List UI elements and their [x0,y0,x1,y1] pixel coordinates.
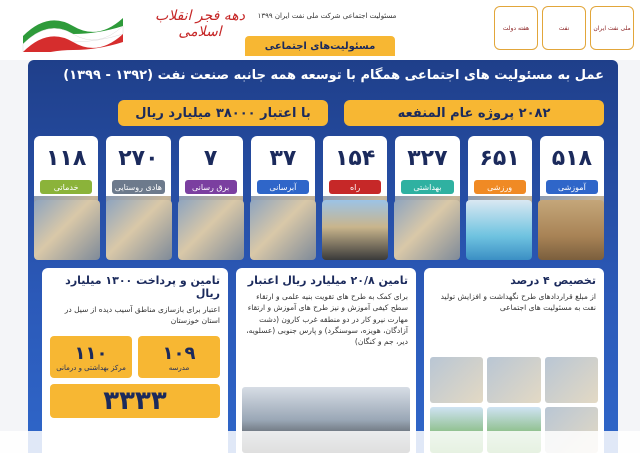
stat-value: ۳۷ [269,145,297,171]
logo-group [494,6,634,52]
stat-label: راه [329,180,381,194]
projects-pill: ۲۰۸۲ پروژه عام المنفعه [344,100,604,126]
stat-label: بهداشتی [401,180,453,194]
stat-label: آبرسانی [257,180,309,194]
stat-value: ۲۷۰ [118,145,159,171]
stat-label: آموزشی [546,180,598,194]
allocation-text: از مبلغ قراردادهای طرح نگهداشت و افزایش تولید نفت به مسئولیت های اجتماعی [440,292,596,313]
logo-nioc: ملی نفت ایران [590,6,634,50]
photo-water-works [250,200,316,260]
allocation-card [424,268,604,453]
header-band [0,0,640,60]
education-card [236,268,416,453]
flood-card [42,268,228,453]
logo-week-government: هفته دولت [494,6,538,50]
photo-gym [430,357,483,403]
photo-students [538,200,604,260]
stat-value: ۳۲۷ [407,145,448,171]
main-panel [28,60,618,453]
photo-hall [487,357,540,403]
photo-power-line [178,200,244,260]
mini-stat-health [50,336,132,378]
budget-pill: با اعتبار ۳۸۰۰۰ میلیارد ریال [118,100,328,126]
flood-total: ۳۳۳۳ [50,384,220,418]
photo-clinic [545,357,598,403]
stat-value: ۱۱۸ [45,145,87,171]
flood-mini-stats [50,336,220,378]
photo-services [34,200,100,260]
mini-stat-schools [138,336,220,378]
logo-oil: نفت [542,6,586,50]
celebration-title: دهه فجر انقلاب اسلامی [155,8,245,40]
iran-flag-icon [18,6,128,52]
headline: عمل به مسئولیت های اجتماعی همگام با توسعه همه جانبه صنعت نفت (۱۳۹۲ - ۱۳۹۹) [63,68,604,83]
stat-value: ۷ [203,145,218,171]
flood-text: اعتبار برای بازسازی مناطق آسیب دیده از سیل در استان خوزستان [64,305,220,326]
flood-title: تامین و پرداخت ۱۳۰۰ میلیارد ریال [65,274,220,300]
allocation-title: تخصیص ۴ درصد [510,274,596,287]
stat-label: ورزشی [474,180,526,194]
education-text: برای کمک به طرح های تقویت بنیه علمی و ارتقاء سطح کیفی آموزش و نیز طرح های آموزش و ارتقاء مهارت نیرو کار در دو منطقه غرب کارون (دشت آزادگان، هویزه، سوسنگرد) و پارس جنوبی (عسلویه، دیر، جم و کنگان) [246,292,408,346]
bottom-fade [0,431,640,453]
stat-value: ۵۱۸ [551,145,593,171]
photo-road-paving [322,200,388,260]
mini-stat-value: ۱۱۰ [74,342,108,364]
stat-value: ۶۵۱ [479,145,520,171]
photo-building [394,200,460,260]
stat-label: خدماتی [40,180,92,194]
section-tab: مسئولیت‌های اجتماعی [245,36,395,56]
ministry-caption: مسئولیت اجتماعی شرکت ملی نفت ایران ۱۳۹۹ [257,12,397,20]
photo-rural-road [106,200,172,260]
photo-strip [34,200,604,260]
stat-label: هادی روستایی [112,180,164,194]
photo-pool [466,200,532,260]
education-title: تامین ۲۰/۸ میلیارد ریال اعتبار [247,274,408,287]
mini-stat-value: ۱۰۹ [162,342,196,364]
mini-stat-label: مرکز بهداشتی و درمانی [56,363,126,372]
stat-value: ۱۵۴ [334,145,376,171]
mini-stat-label: مدرسه [168,363,190,372]
stat-label: برق رسانی [185,180,237,194]
